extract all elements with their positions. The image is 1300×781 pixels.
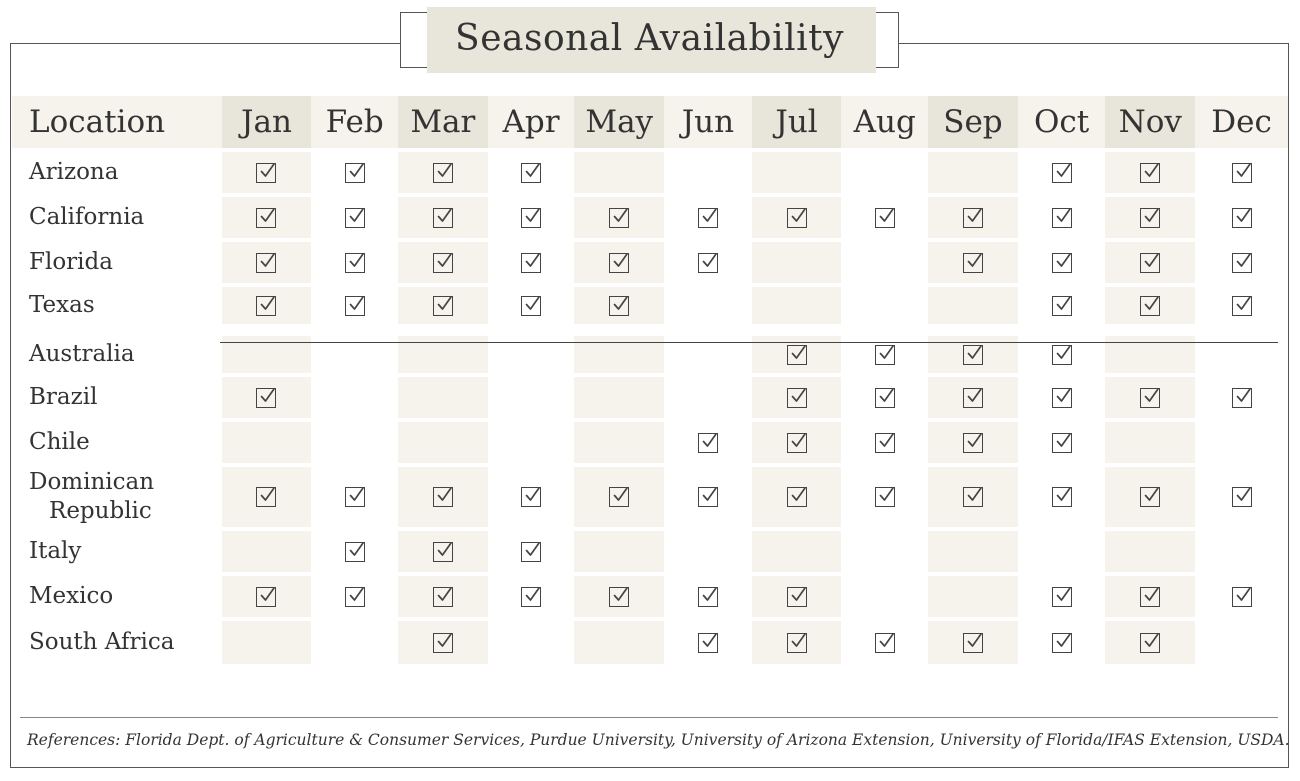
month-header-jan: Jan [222,96,312,150]
availability-cell-mar [398,420,488,465]
checkbox-checked-icon [521,163,541,183]
checkbox-checked-icon [1140,587,1160,607]
availability-cell-may [574,285,664,330]
availability-cell-may [574,574,664,619]
checkbox-checked-icon [1232,487,1252,507]
checkbox-checked-icon [1052,345,1072,365]
availability-cell-feb [311,150,398,195]
checkbox-checked-icon [787,345,807,365]
title-box [400,12,899,68]
checkbox-checked-icon [1232,208,1252,228]
availability-cell-oct [1018,150,1106,195]
checkbox-checked-icon [345,587,365,607]
checkbox-checked-icon [787,587,807,607]
checkbox-checked-icon [433,633,453,653]
availability-cell-sep [928,619,1018,664]
checkbox-checked-icon [698,487,718,507]
checkbox-checked-icon [963,633,983,653]
location-label-line: Dominican [29,469,155,495]
checkbox-checked-icon [521,587,541,607]
checkbox-checked-icon [875,487,895,507]
checkbox-checked-icon [875,208,895,228]
availability-cell-sep [928,150,1018,195]
checkbox-checked-icon [609,253,629,273]
availability-cell-apr [488,240,575,285]
availability-cell-aug [841,330,928,375]
availability-cell-oct [1018,529,1106,574]
availability-cell-may [574,465,664,529]
availability-cell-nov [1105,195,1195,240]
availability-cell-apr [488,330,575,375]
availability-cell-jul [752,619,842,664]
checkbox-checked-icon [433,296,453,316]
availability-cell-oct [1018,240,1106,285]
location-label-line: California [29,204,145,230]
month-header-sep: Sep [928,96,1018,150]
availability-cell-may [574,330,664,375]
checkbox-checked-icon [1140,487,1160,507]
availability-cell-jun [664,465,752,529]
availability-cell-nov [1105,574,1195,619]
location-label-line: Republic [49,498,152,524]
availability-cell-apr [488,529,575,574]
location-label-line: Australia [29,341,135,367]
availability-cell-sep [928,195,1018,240]
month-header-nov: Nov [1105,96,1195,150]
checkbox-checked-icon [963,345,983,365]
availability-cell-jan [222,375,312,420]
checkbox-checked-icon [256,487,276,507]
availability-cell-apr [488,420,575,465]
availability-cell-jun [664,195,752,240]
location-label [12,285,222,330]
availability-cell-nov [1105,375,1195,420]
checkbox-checked-icon [787,388,807,408]
location-label [12,529,222,574]
checkbox-checked-icon [875,633,895,653]
checkbox-checked-icon [1140,253,1160,273]
checkbox-checked-icon [521,253,541,273]
availability-cell-jan [222,619,312,664]
checkbox-checked-icon [875,388,895,408]
checkbox-checked-icon [521,208,541,228]
header-row [12,96,1288,150]
availability-cell-nov [1105,240,1195,285]
month-header-oct: Oct [1033,104,1090,140]
availability-cell-jul [752,465,842,529]
checkbox-checked-icon [963,487,983,507]
checkbox-checked-icon [1052,487,1072,507]
availability-cell-oct [1018,465,1106,529]
checkbox-checked-icon [1052,433,1072,453]
availability-cell-feb [311,240,398,285]
location-label [12,330,222,375]
checkbox-checked-icon [345,253,365,273]
table-row [12,529,1288,574]
availability-cell-dec [1195,420,1288,465]
availability-cell-may [574,619,664,664]
location-label [12,150,222,195]
page-title: Seasonal Availability [455,18,844,59]
checkbox-checked-icon [963,208,983,228]
availability-cell-jul [752,285,842,330]
references-note: References: Florida Dept. of Agriculture & Consumer Services, Purdue University, University of Arizona Extension, University of Florida/IFAS Extension, USDA. [27,731,1290,749]
availability-cell-nov [1105,465,1195,529]
availability-cell-dec [1195,240,1288,285]
availability-cell-oct [1018,574,1106,619]
checkbox-checked-icon [1232,587,1252,607]
table-row [12,285,1288,330]
availability-cell-may [574,375,664,420]
checkbox-checked-icon [875,345,895,365]
availability-cell-nov [1105,150,1195,195]
availability-cell-dec [1195,375,1288,420]
availability-cell-oct [1018,330,1106,375]
availability-cell-feb [311,619,398,664]
location-label [12,574,222,619]
checkbox-checked-icon [256,163,276,183]
availability-cell-dec [1195,330,1288,375]
availability-cell-oct [1018,420,1106,465]
availability-cell-mar [398,619,488,664]
domestic-international-divider [220,342,1278,343]
availability-cell-nov [1105,529,1195,574]
table-row [12,195,1288,240]
availability-cell-aug [841,574,928,619]
availability-cell-aug [841,150,928,195]
availability-cell-jul [752,420,842,465]
checkbox-checked-icon [963,388,983,408]
availability-cell-aug [841,285,928,330]
availability-cell-jul [752,529,842,574]
availability-cell-mar [398,150,488,195]
month-header-jun: Jun [681,104,735,140]
location-label [12,465,222,529]
availability-cell-jun [664,420,752,465]
availability-cell-feb [311,420,398,465]
availability-cell-oct [1018,619,1106,664]
availability-cell-mar [398,285,488,330]
availability-cell-feb [311,330,398,375]
availability-cell-dec [1195,285,1288,330]
checkbox-checked-icon [1052,163,1072,183]
availability-cell-aug [841,195,928,240]
table-row [12,465,1288,529]
availability-cell-sep [928,465,1018,529]
checkbox-checked-icon [698,208,718,228]
availability-cell-feb [311,465,398,529]
checkbox-checked-icon [256,296,276,316]
availability-cell-may [574,529,664,574]
availability-cell-mar [398,574,488,619]
location-label [12,375,222,420]
checkbox-checked-icon [256,587,276,607]
availability-cell-feb [311,574,398,619]
month-header-aug: Aug [853,104,916,140]
location-label-line: Florida [29,249,113,275]
checkbox-checked-icon [609,208,629,228]
checkbox-checked-icon [787,433,807,453]
location-label [12,619,222,664]
availability-cell-sep [928,574,1018,619]
availability-cell-jun [664,150,752,195]
availability-cell-apr [488,375,575,420]
checkbox-checked-icon [609,296,629,316]
availability-cell-apr [488,195,575,240]
checkbox-checked-icon [256,253,276,273]
checkbox-checked-icon [963,253,983,273]
availability-cell-nov [1105,330,1195,375]
checkbox-checked-icon [1052,296,1072,316]
checkbox-checked-icon [256,388,276,408]
availability-cell-mar [398,375,488,420]
availability-cell-jan [222,529,312,574]
availability-cell-feb [311,375,398,420]
availability-cell-jun [664,574,752,619]
checkbox-checked-icon [787,487,807,507]
location-label-line: Italy [29,538,82,564]
checkbox-checked-icon [345,208,365,228]
table-body [12,150,1288,664]
month-header-mar: Mar [398,96,488,150]
location-label [12,195,222,240]
location-label-line: Brazil [29,384,98,410]
availability-cell-mar [398,330,488,375]
availability-cell-jun [664,375,752,420]
availability-cell-jun [664,619,752,664]
availability-cell-jan [222,465,312,529]
checkbox-checked-icon [433,487,453,507]
checkbox-checked-icon [698,433,718,453]
availability-cell-aug [841,240,928,285]
availability-cell-jun [664,529,752,574]
availability-cell-dec [1195,150,1288,195]
checkbox-checked-icon [787,208,807,228]
availability-cell-feb [311,285,398,330]
availability-cell-aug [841,465,928,529]
availability-cell-dec [1195,619,1288,664]
checkbox-checked-icon [433,587,453,607]
availability-cell-apr [488,150,575,195]
location-label [12,240,222,285]
checkbox-checked-icon [609,587,629,607]
location-label-line: Mexico [29,583,114,609]
checkbox-checked-icon [256,208,276,228]
availability-cell-jul [752,240,842,285]
availability-cell-jan [222,195,312,240]
checkbox-checked-icon [698,633,718,653]
availability-cell-nov [1105,420,1195,465]
checkbox-checked-icon [609,487,629,507]
availability-cell-jul [752,150,842,195]
checkbox-checked-icon [345,163,365,183]
checkbox-checked-icon [1140,296,1160,316]
table-row [12,375,1288,420]
availability-cell-oct [1018,195,1106,240]
checkbox-checked-icon [1052,388,1072,408]
availability-cell-dec [1195,465,1288,529]
availability-cell-nov [1105,285,1195,330]
availability-cell-jan [222,150,312,195]
availability-cell-jul [752,375,842,420]
checkbox-checked-icon [345,296,365,316]
location-label-line: Arizona [29,159,119,185]
checkbox-checked-icon [1052,208,1072,228]
availability-cell-jan [222,330,312,375]
availability-cell-dec [1195,195,1288,240]
month-header-apr: Apr [502,104,560,140]
availability-cell-jul [752,195,842,240]
availability-cell-jul [752,330,842,375]
table-row [12,420,1288,465]
availability-cell-oct [1018,375,1106,420]
month-header-feb: Feb [325,104,384,140]
availability-cell-mar [398,465,488,529]
availability-cell-jun [664,285,752,330]
checkbox-checked-icon [1052,633,1072,653]
availability-cell-mar [398,240,488,285]
availability-table [12,96,1288,664]
availability-cell-sep [928,330,1018,375]
availability-cell-jan [222,420,312,465]
location-label-line: South Africa [29,629,175,655]
availability-cell-sep [928,285,1018,330]
checkbox-checked-icon [345,487,365,507]
availability-cell-aug [841,619,928,664]
footer-divider [20,717,1278,718]
checkbox-checked-icon [521,487,541,507]
checkbox-checked-icon [433,542,453,562]
checkbox-checked-icon [433,163,453,183]
checkbox-checked-icon [1140,163,1160,183]
checkbox-checked-icon [698,587,718,607]
table-row [12,330,1288,375]
checkbox-checked-icon [1140,208,1160,228]
availability-cell-jun [664,330,752,375]
checkbox-checked-icon [1232,163,1252,183]
location-label [12,420,222,465]
availability-cell-may [574,420,664,465]
checkbox-checked-icon [1052,587,1072,607]
availability-cell-mar [398,529,488,574]
availability-cell-jun [664,240,752,285]
month-header-may: May [574,96,664,150]
availability-cell-may [574,195,664,240]
availability-cell-nov [1105,619,1195,664]
checkbox-checked-icon [698,253,718,273]
availability-cell-dec [1195,529,1288,574]
checkbox-checked-icon [1140,388,1160,408]
checkbox-checked-icon [345,542,365,562]
availability-cell-sep [928,529,1018,574]
table-row [12,574,1288,619]
availability-cell-sep [928,420,1018,465]
availability-cell-feb [311,195,398,240]
availability-cell-oct [1018,285,1106,330]
checkbox-checked-icon [1232,253,1252,273]
checkbox-checked-icon [433,253,453,273]
availability-cell-sep [928,375,1018,420]
month-header-dec: Dec [1211,104,1272,140]
availability-cell-aug [841,375,928,420]
availability-cell-sep [928,240,1018,285]
location-label-line: Chile [29,429,90,455]
availability-cell-aug [841,420,928,465]
availability-cell-apr [488,465,575,529]
location-label-line: Texas [29,292,95,318]
availability-cell-aug [841,529,928,574]
availability-cell-jan [222,574,312,619]
location-header: Location [29,104,166,140]
table-row [12,619,1288,664]
availability-cell-feb [311,529,398,574]
availability-cell-may [574,150,664,195]
checkbox-checked-icon [521,296,541,316]
table-row [12,150,1288,195]
checkbox-checked-icon [875,433,895,453]
checkbox-checked-icon [787,633,807,653]
availability-cell-apr [488,619,575,664]
checkbox-checked-icon [1140,633,1160,653]
availability-cell-mar [398,195,488,240]
month-header-jul: Jul [752,96,842,150]
checkbox-checked-icon [433,208,453,228]
checkbox-checked-icon [1232,296,1252,316]
table-row [12,240,1288,285]
availability-cell-may [574,240,664,285]
availability-cell-apr [488,574,575,619]
availability-cell-jan [222,285,312,330]
availability-cell-dec [1195,574,1288,619]
availability-cell-apr [488,285,575,330]
checkbox-checked-icon [963,433,983,453]
checkbox-checked-icon [521,542,541,562]
availability-cell-jul [752,574,842,619]
checkbox-checked-icon [1052,253,1072,273]
availability-cell-jan [222,240,312,285]
checkbox-checked-icon [1232,388,1252,408]
